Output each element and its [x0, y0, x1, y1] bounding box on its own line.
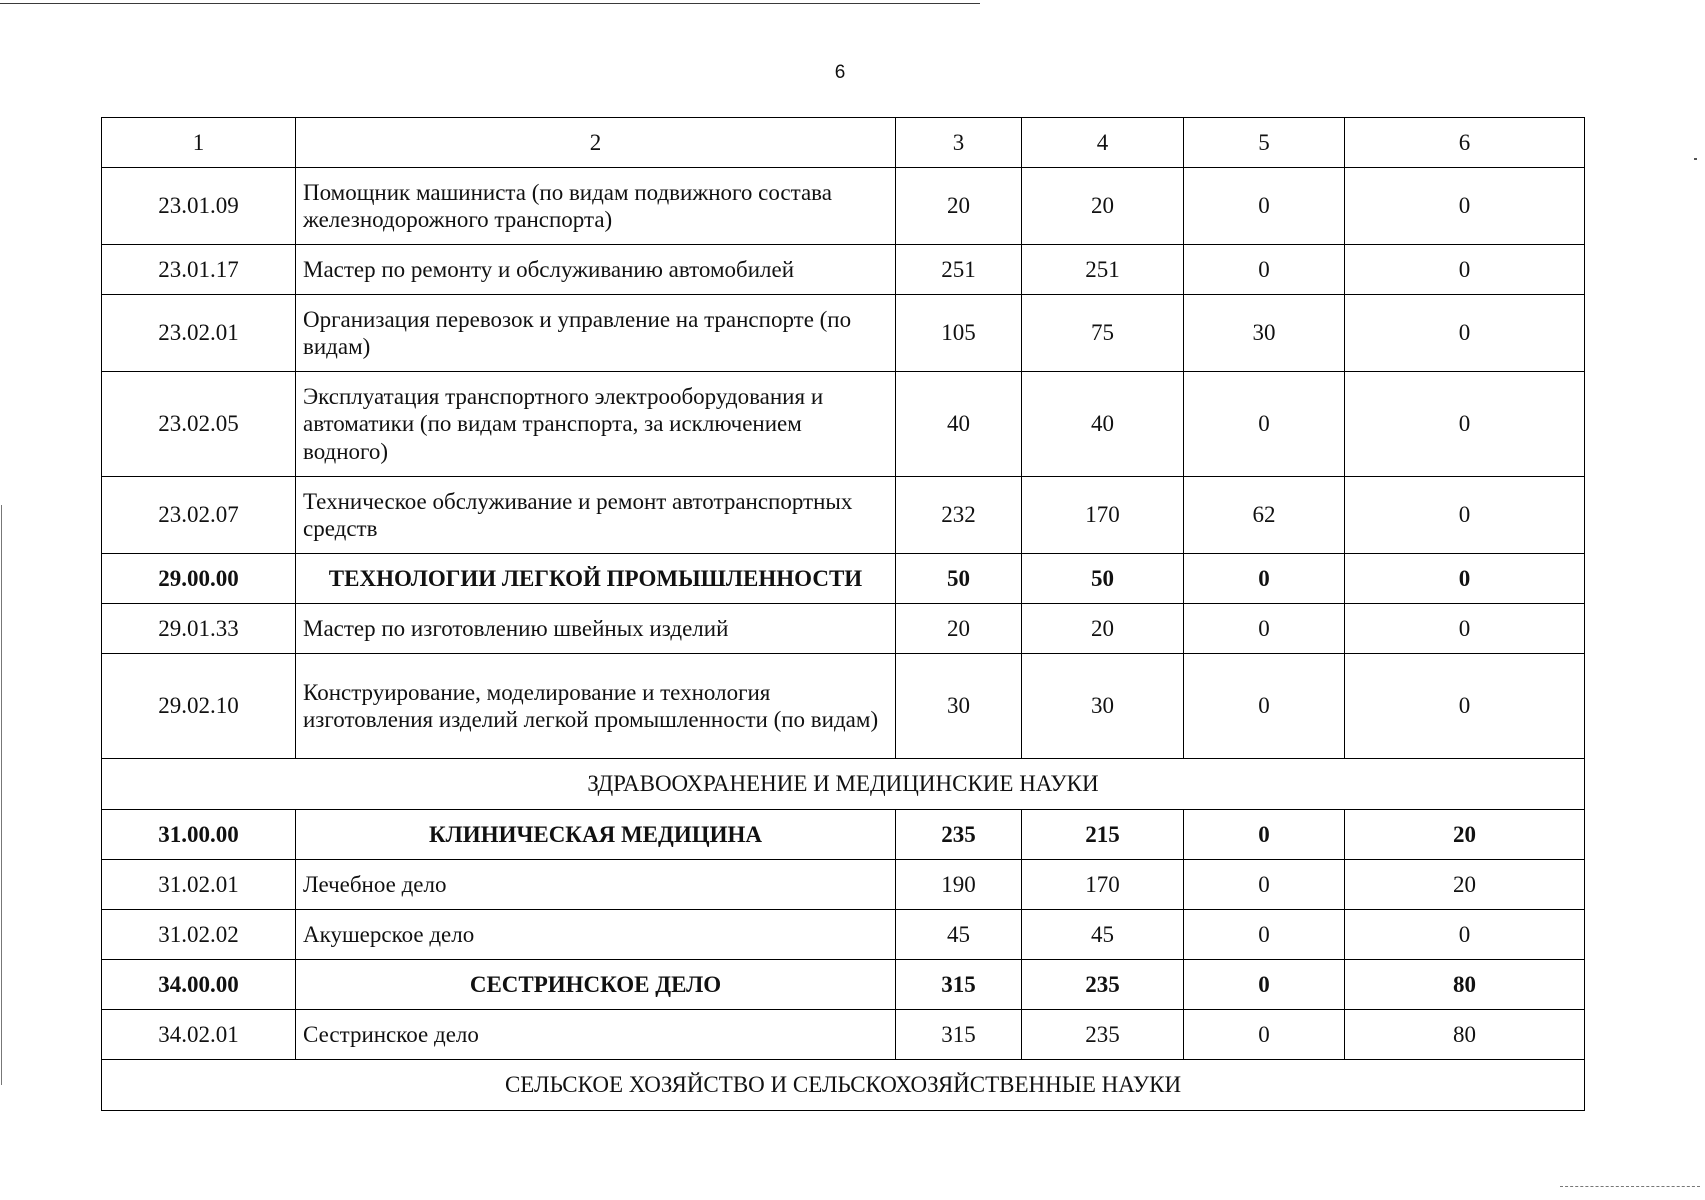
value-col-4: 40: [1022, 372, 1184, 477]
table-row: [102, 910, 1585, 960]
group-code: 29.00.00: [102, 554, 296, 604]
value-col-4: 235: [1022, 1010, 1184, 1060]
value-col-6: 0: [1345, 245, 1585, 295]
value-col-6: 0: [1345, 654, 1585, 759]
value-col-3: 190: [896, 860, 1022, 910]
value-col-3: 20: [896, 604, 1022, 654]
scan-edge-marks: [1560, 1186, 1700, 1187]
value-col-3: 232: [896, 477, 1022, 554]
group-name: СЕСТРИНСКОЕ ДЕЛО: [296, 960, 896, 1010]
column-header: 1: [102, 118, 296, 168]
value-col-5: 0: [1184, 654, 1345, 759]
value-col-6: 0: [1345, 910, 1585, 960]
value-col-3: 50: [896, 554, 1022, 604]
value-col-4: 30: [1022, 654, 1184, 759]
value-col-4: 170: [1022, 860, 1184, 910]
column-header: 6: [1345, 118, 1585, 168]
value-col-4: 50: [1022, 554, 1184, 604]
group-name: ТЕХНОЛОГИИ ЛЕГКОЙ ПРОМЫШЛЕННОСТИ: [296, 554, 896, 604]
table-row: [102, 477, 1585, 554]
specialty-name: Конструирование, моделирование и технология изготовления изделий легкой промышленности (по видам): [296, 654, 896, 759]
value-col-5: 0: [1184, 372, 1345, 477]
value-col-6: 0: [1345, 477, 1585, 554]
value-col-3: 315: [896, 960, 1022, 1010]
value-col-3: 251: [896, 245, 1022, 295]
value-col-3: 235: [896, 810, 1022, 860]
table-row: [102, 860, 1585, 910]
value-col-6: 20: [1345, 860, 1585, 910]
section-row: [102, 759, 1585, 810]
value-col-3: 40: [896, 372, 1022, 477]
specialty-code: 23.01.09: [102, 168, 296, 245]
specialty-name: Помощник машиниста (по видам подвижного состава железнодорожного транспорта): [296, 168, 896, 245]
value-col-3: 315: [896, 1010, 1022, 1060]
specialty-code: 34.02.01: [102, 1010, 296, 1060]
value-col-6: 80: [1345, 1010, 1585, 1060]
value-col-3: 20: [896, 168, 1022, 245]
value-col-3: 105: [896, 295, 1022, 372]
specialties-table: [101, 117, 1585, 1111]
specialty-name: Мастер по ремонту и обслуживанию автомобилей: [296, 245, 896, 295]
value-col-6: 0: [1345, 372, 1585, 477]
table-row: [102, 372, 1585, 477]
group-code: 34.00.00: [102, 960, 296, 1010]
value-col-4: 251: [1022, 245, 1184, 295]
group-code: 31.00.00: [102, 810, 296, 860]
specialty-name: Мастер по изготовлению швейных изделий: [296, 604, 896, 654]
specialty-name: Акушерское дело: [296, 910, 896, 960]
table-row: [102, 604, 1585, 654]
specialty-name: Лечебное дело: [296, 860, 896, 910]
scan-edge-line: [0, 3, 980, 4]
specialty-code: 31.02.01: [102, 860, 296, 910]
specialty-code: 31.02.02: [102, 910, 296, 960]
value-col-4: 75: [1022, 295, 1184, 372]
value-col-5: 0: [1184, 910, 1345, 960]
column-header: 2: [296, 118, 896, 168]
group-row: [102, 810, 1585, 860]
table-row: [102, 168, 1585, 245]
value-col-6: 80: [1345, 960, 1585, 1010]
value-col-4: 235: [1022, 960, 1184, 1010]
column-header: 3: [896, 118, 1022, 168]
specialty-code: 23.02.05: [102, 372, 296, 477]
table-header-row: [102, 118, 1585, 168]
value-col-6: 0: [1345, 168, 1585, 245]
value-col-4: 170: [1022, 477, 1184, 554]
table-row: [102, 654, 1585, 759]
value-col-5: 62: [1184, 477, 1345, 554]
table-row: [102, 245, 1585, 295]
value-col-4: 20: [1022, 604, 1184, 654]
specialty-code: 29.01.33: [102, 604, 296, 654]
value-col-5: 0: [1184, 604, 1345, 654]
column-header: 5: [1184, 118, 1345, 168]
group-name: КЛИНИЧЕСКАЯ МЕДИЦИНА: [296, 810, 896, 860]
specialty-code: 29.02.10: [102, 654, 296, 759]
table-row: [102, 295, 1585, 372]
value-col-4: 215: [1022, 810, 1184, 860]
value-col-3: 30: [896, 654, 1022, 759]
value-col-5: 0: [1184, 810, 1345, 860]
value-col-6: 0: [1345, 604, 1585, 654]
value-col-6: 0: [1345, 295, 1585, 372]
value-col-6: 0: [1345, 554, 1585, 604]
table-row: [102, 1010, 1585, 1060]
value-col-4: 45: [1022, 910, 1184, 960]
value-col-5: 0: [1184, 1010, 1345, 1060]
group-row: [102, 554, 1585, 604]
scan-edge-line: [1, 505, 2, 1085]
value-col-5: 30: [1184, 295, 1345, 372]
value-col-6: 20: [1345, 810, 1585, 860]
group-row: [102, 960, 1585, 1010]
column-header: 4: [1022, 118, 1184, 168]
section-row: [102, 1060, 1585, 1111]
specialty-name: Техническое обслуживание и ремонт автотранспортных средств: [296, 477, 896, 554]
value-col-5: 0: [1184, 245, 1345, 295]
specialty-name: Сестринское дело: [296, 1010, 896, 1060]
specialty-code: 23.01.17: [102, 245, 296, 295]
value-col-3: 45: [896, 910, 1022, 960]
value-col-5: 0: [1184, 168, 1345, 245]
section-title: СЕЛЬСКОЕ ХОЗЯЙСТВО И СЕЛЬСКОХОЗЯЙСТВЕННЫЕ НАУКИ: [102, 1060, 1585, 1111]
value-col-4: 20: [1022, 168, 1184, 245]
scan-speck: [1694, 158, 1697, 160]
value-col-5: 0: [1184, 960, 1345, 1010]
value-col-5: 0: [1184, 860, 1345, 910]
specialty-code: 23.02.07: [102, 477, 296, 554]
section-title: ЗДРАВООХРАНЕНИЕ И МЕДИЦИНСКИЕ НАУКИ: [102, 759, 1585, 810]
specialty-code: 23.02.01: [102, 295, 296, 372]
specialty-name: Организация перевозок и управление на транспорте (по видам): [296, 295, 896, 372]
value-col-5: 0: [1184, 554, 1345, 604]
page-number: 6: [834, 62, 846, 83]
specialty-name: Эксплуатация транспортного электрооборудования и автоматики (по видам транспорта, за исключением водного): [296, 372, 896, 477]
